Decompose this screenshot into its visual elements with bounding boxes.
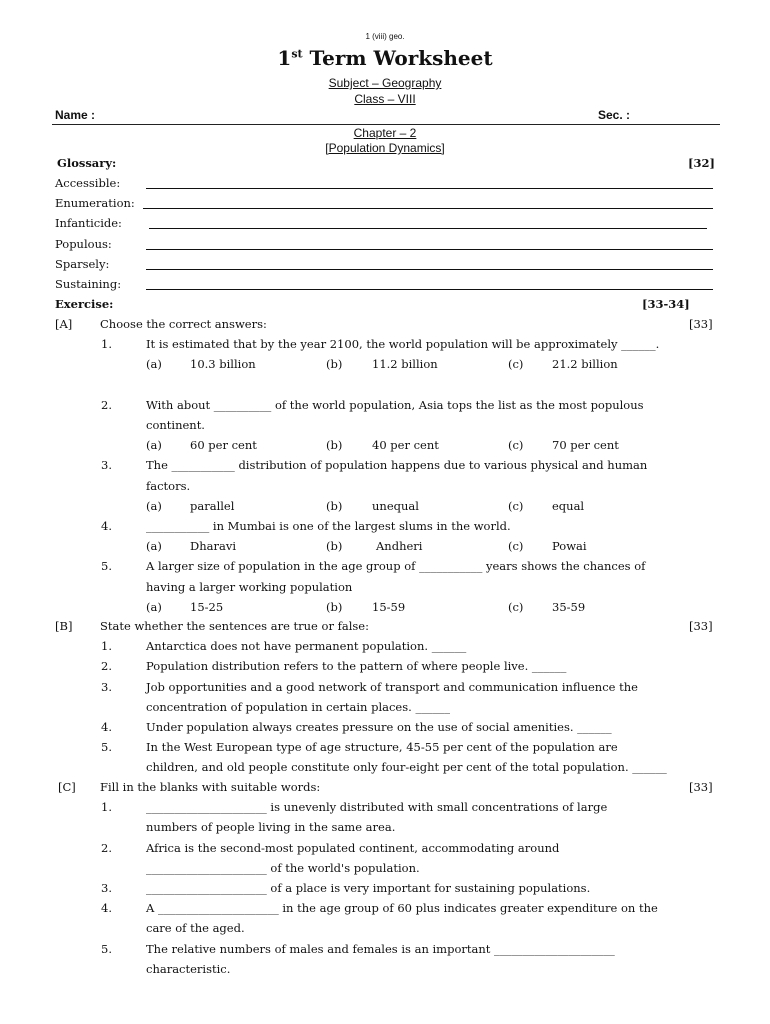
blank-number: 4.: [101, 901, 112, 916]
statement-number: 5.: [101, 740, 112, 755]
section-c-pages: [33]: [689, 780, 713, 794]
option-text: parallel: [190, 498, 235, 513]
blank-text: _____________________ of a place is very important for sustaining populations.: [146, 881, 591, 895]
glossary-term: Sustaining:: [55, 277, 122, 291]
section-b-pages: [33]: [689, 619, 713, 633]
statement-number: 2.: [101, 659, 112, 674]
glossary-term: Infanticide:: [55, 216, 122, 231]
blank-text: _____________________ of the world's population.: [146, 860, 420, 875]
question-number: 2.: [101, 397, 112, 412]
blank-text: numbers of people living in the same area.: [146, 820, 396, 835]
option-text: 21.2 billion: [552, 357, 618, 372]
blank-text: _____________________ is unevenly distributed with small concentrations of large: [146, 800, 608, 815]
option-letter: (c): [508, 539, 524, 554]
option-letter: (b): [326, 438, 343, 453]
question-number: 3.: [101, 458, 112, 473]
option-text: 15-59: [372, 599, 406, 614]
exercise-pages: [33-34]: [642, 297, 690, 311]
glossary-answer-line[interactable]: [149, 228, 707, 229]
blank-text: A _____________________ in the age group of 60 plus indicates greater expenditure on the: [146, 901, 658, 916]
question-number: 1.: [101, 337, 112, 352]
blank-number: 2.: [101, 840, 112, 855]
section-a-label: [A]: [55, 317, 73, 331]
blank-text: characteristic.: [146, 961, 231, 976]
blank-number: 5.: [101, 941, 112, 956]
question-number: 5.: [101, 559, 112, 574]
glossary-pages: [32]: [688, 156, 715, 170]
blank-text: care of the aged.: [146, 921, 245, 936]
glossary-answer-line[interactable]: [146, 269, 713, 270]
option-text: Andheri: [376, 539, 423, 554]
section-c-heading: Fill in the blanks with suitable words:: [100, 780, 321, 794]
statement-text: Under population always creates pressure on the use of social amenities. ______: [146, 720, 612, 734]
option-text: equal: [552, 498, 585, 513]
statement-number: 1.: [101, 639, 112, 654]
option-letter: (a): [146, 438, 162, 453]
chapter-title: [Population Dynamics]: [325, 141, 445, 155]
statement-number: 4.: [101, 720, 112, 734]
section-b-heading: State whether the sentences are true or false:: [100, 619, 369, 633]
statement-text: children, and old people constitute only four-eight per cent of the total population. ______: [146, 760, 667, 775]
question-text: ___________ in Mumbai is one of the largest slums in the world.: [146, 519, 511, 533]
option-letter: (a): [146, 599, 162, 614]
option-letter: (c): [508, 357, 524, 372]
question-text: It is estimated that by the year 2100, the world population will be approximately ______.: [146, 337, 660, 352]
option-letter: (b): [326, 498, 343, 513]
exercise-heading: Exercise:: [55, 297, 114, 311]
option-letter: (c): [508, 498, 524, 513]
chapter-number: Chapter – 2: [353, 126, 417, 140]
option-letter: (b): [326, 539, 343, 554]
glossary-term: Sparsely:: [55, 256, 110, 271]
option-text: 15-25: [190, 599, 224, 614]
class-line: Class – VIII: [354, 92, 416, 106]
option-text: Powai: [552, 539, 587, 554]
glossary-answer-line[interactable]: [146, 289, 713, 290]
page-title: [0, 46, 770, 70]
option-text: 70 per cent: [552, 438, 619, 453]
header-rule: [52, 124, 720, 125]
section-label: Sec. :: [598, 108, 631, 122]
glossary-answer-line[interactable]: [146, 249, 713, 250]
option-text: Dharavi: [190, 539, 237, 554]
blank-number: 3.: [101, 881, 112, 895]
section-c-label: [C]: [58, 780, 76, 794]
question-text: factors.: [146, 478, 191, 493]
name-label: Name :: [55, 108, 96, 122]
statement-text: concentration of population in certain places. ______: [146, 699, 450, 714]
question-text: With about __________ of the world population, Asia tops the list as the most populous: [146, 397, 644, 412]
question-text: A larger size of population in the age group of ___________ years shows the chances of: [146, 559, 646, 574]
subject-line: Subject – Geography: [328, 76, 442, 90]
glossary-term: Accessible:: [55, 176, 121, 190]
glossary-heading: Glossary:: [57, 156, 117, 170]
option-letter: (b): [326, 357, 343, 372]
question-number: 4.: [101, 519, 112, 533]
question-text: having a larger working population: [146, 579, 353, 594]
question-text: The ___________ distribution of population happens due to various physical and human: [146, 458, 648, 473]
option-text: 60 per cent: [190, 438, 257, 453]
glossary-answer-line[interactable]: [143, 208, 713, 209]
option-text: unequal: [372, 498, 419, 513]
title-text: Term Worksheet: [302, 46, 493, 70]
option-text: 11.2 billion: [372, 357, 438, 372]
blank-text: The relative numbers of males and females is an important _____________________: [146, 941, 615, 956]
question-text: continent.: [146, 418, 205, 432]
option-letter: (a): [146, 357, 162, 372]
glossary-term: Populous:: [55, 236, 112, 251]
blank-text: Africa is the second-most populated continent, accommodating around: [146, 840, 560, 855]
title-number: 1: [277, 46, 292, 70]
statement-number: 3.: [101, 679, 112, 694]
option-letter: (b): [326, 599, 343, 614]
blank-number: 1.: [101, 800, 112, 815]
option-text: 10.3 billion: [190, 357, 256, 372]
glossary-term: Enumeration:: [55, 196, 135, 211]
statement-text: Antarctica does not have permanent population. ______: [146, 639, 467, 654]
statement-text: In the West European type of age structure, 45-55 per cent of the population are: [146, 740, 618, 755]
option-text: 40 per cent: [372, 438, 439, 453]
page-number: 1 (viii) geo.: [365, 32, 405, 41]
glossary-answer-line[interactable]: [146, 188, 713, 189]
option-letter: (c): [508, 599, 524, 614]
option-text: 35-59: [552, 599, 586, 614]
statement-text: Job opportunities and a good network of transport and communication influence the: [146, 679, 638, 694]
option-letter: (a): [146, 539, 162, 554]
section-a-heading: Choose the correct answers:: [100, 317, 267, 331]
option-letter: (a): [146, 498, 162, 513]
section-b-label: [B]: [55, 619, 73, 633]
section-a-pages: [33]: [689, 317, 713, 331]
statement-text: Population distribution refers to the pattern of where people live. ______: [146, 659, 567, 674]
option-letter: (c): [508, 438, 524, 453]
title-superscript: st: [291, 47, 303, 61]
